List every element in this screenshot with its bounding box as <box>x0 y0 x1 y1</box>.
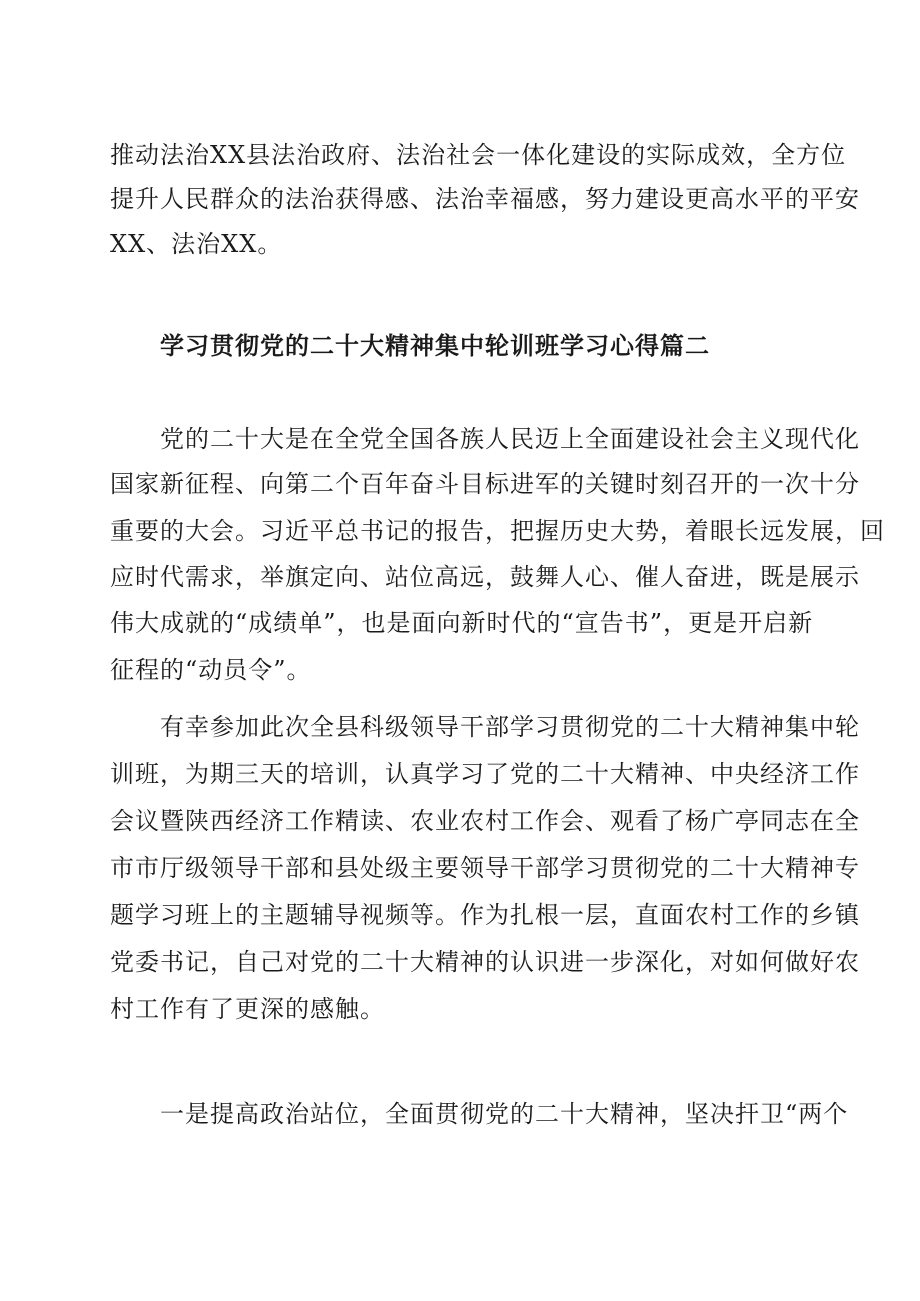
section-title: 学习贯彻党的二十大精神集中轮训班学习心得篇二 <box>160 331 710 360</box>
paragraph2-line-6: 党委书记，自己对党的二十大精神的认识进一步深化，对如何做好农 <box>110 948 860 976</box>
intro-line-3: XX、法治XX。 <box>110 230 283 258</box>
intro-line-2: 提升人民群众的法治获得感、法治幸福感，努力建设更高水平的平安 <box>110 185 860 213</box>
paragraph2-line-5: 题学习班上的主题辅导视频等。作为扎根一层，直面农村工作的乡镇 <box>110 901 860 929</box>
paragraph1-line-1: 党的二十大是在全党全国各族人民迈上全面建设社会主义现代化 <box>160 425 860 453</box>
paragraph1-line-6: 征程的“动员令”。 <box>110 656 312 684</box>
paragraph2-line-4: 市市厅级领导干部和县处级主要领导干部学习贯彻党的二十大精神专 <box>110 854 860 882</box>
intro-line-1: 推动法治XX县法治政府、法治社会一体化建设的实际成效，全方位 <box>110 141 847 169</box>
paragraph2-line-7: 村工作有了更深的感触。 <box>110 995 385 1023</box>
paragraph3-line-1: 一是提高政治站位，全面贯彻党的二十大精神，坚决扞卫“两个 <box>160 1100 849 1128</box>
paragraph2-line-3: 会议暨陕西经济工作精读、农业农村工作会、观看了杨广亭同志在全 <box>110 807 860 835</box>
paragraph2-line-1: 有幸参加此次全县科级领导干部学习贯彻党的二十大精神集中轮 <box>160 713 860 741</box>
paragraph2-line-2: 训班，为期三天的培训，认真学习了党的二十大精神、中央经济工作 <box>110 760 860 788</box>
paragraph1-line-5: 伟大成就的“成绩单”，也是面向新时代的“宣告书”，更是开启新 <box>110 609 814 637</box>
paragraph1-line-2: 国家新征程、向第二个百年奋斗目标进军的关键时刻召开的一次十分 <box>110 470 860 498</box>
paragraph1-line-3: 重要的大会。习近平总书记的报告，把握历史大势，着眼长远发展，回 <box>110 517 885 545</box>
paragraph1-line-4: 应时代需求，举旗定向、站位高远，鼓舞人心、催人奋进，既是展示 <box>110 563 860 591</box>
